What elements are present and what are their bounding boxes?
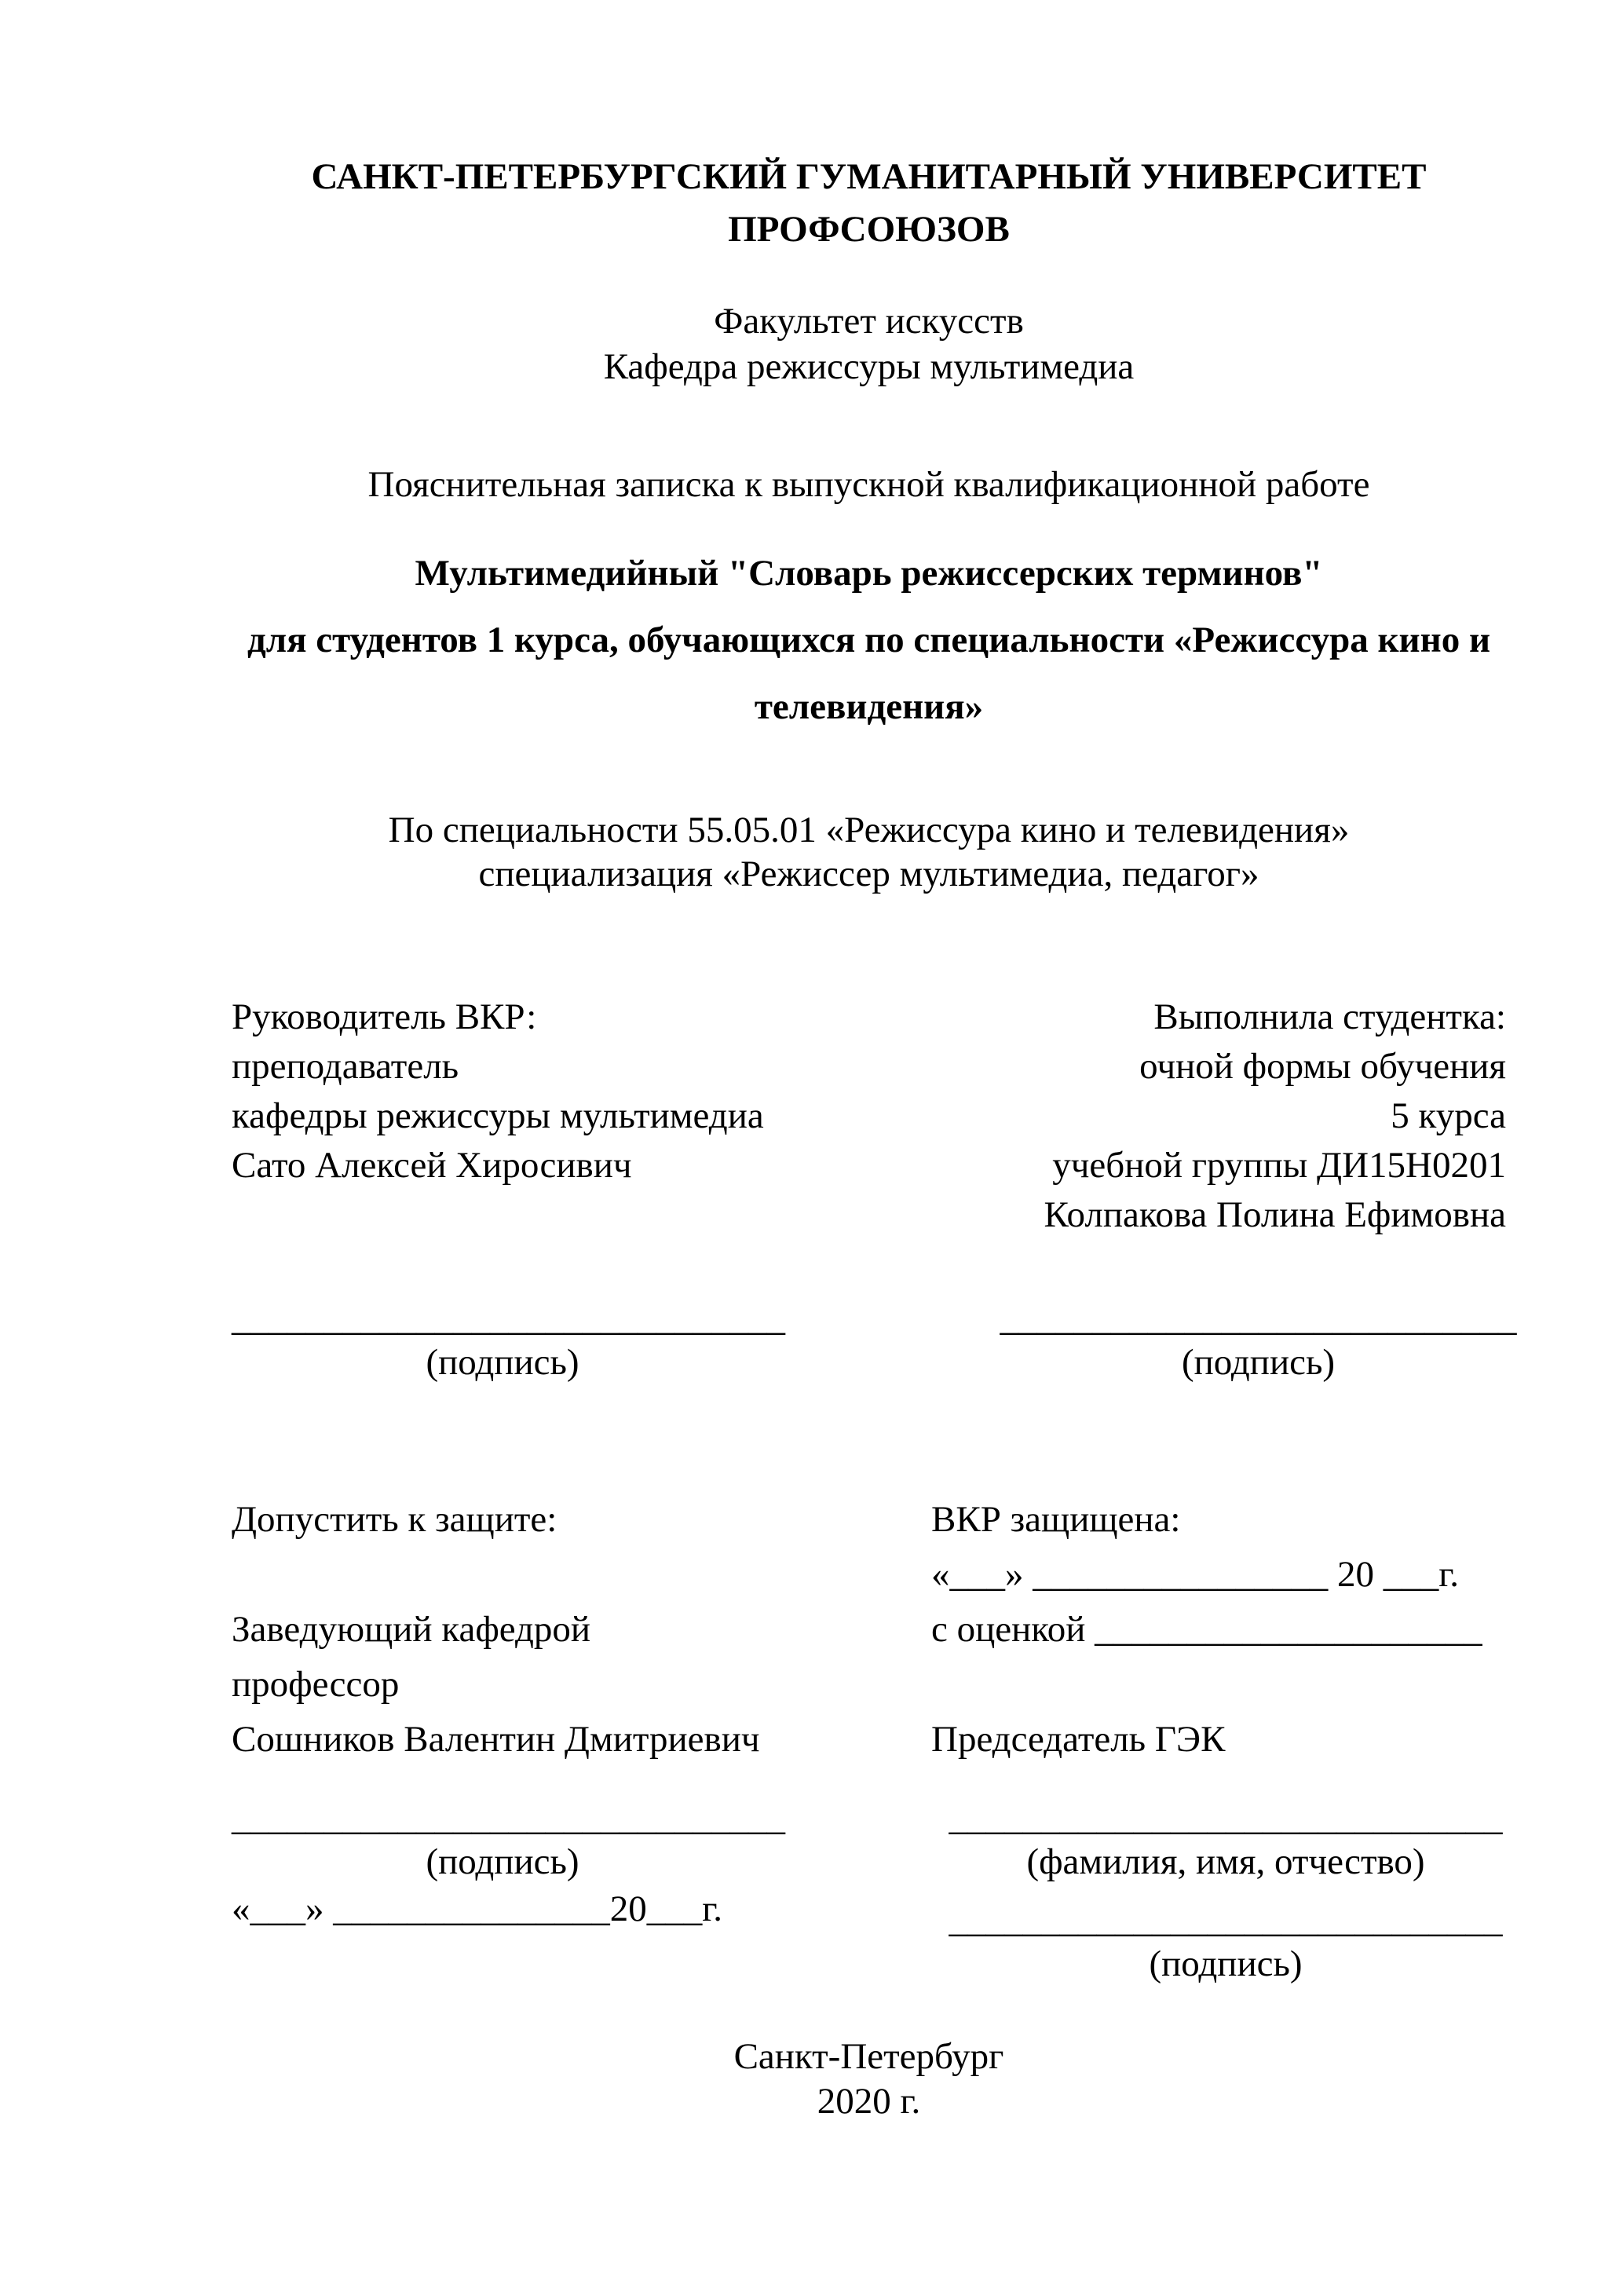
explanatory-note-subtitle: Пояснительная записка к выпускной квалификационной работе xyxy=(367,464,1370,505)
thesis-title-line3: телевидения» xyxy=(754,686,984,727)
supervisor-signature-line: ______________________________ xyxy=(232,1298,785,1339)
department-name: Кафедра режиссуры мультимедиа xyxy=(603,346,1135,387)
faculty-name: Факультет искусств xyxy=(714,301,1024,342)
student-course: 5 курса xyxy=(1391,1095,1506,1136)
thesis-title-line1: Мультимедийный "Словарь режиссерских терминов" xyxy=(415,553,1323,594)
admission-heading: Допустить к защите: xyxy=(232,1499,557,1540)
supervisor-signature-caption: (подпись) xyxy=(426,1342,579,1383)
student-group: учебной группы ДИ15Н0201 xyxy=(1052,1145,1506,1186)
footer-year: 2020 г. xyxy=(817,2081,921,2122)
admission-date-blank: «___» _______________20___г. xyxy=(232,1888,722,1929)
chair-signature-line: ______________________________ xyxy=(949,1899,1503,1940)
professor-title: профессор xyxy=(232,1664,400,1705)
chair-name-caption: (фамилия, имя, отчество) xyxy=(1026,1841,1425,1882)
university-name-line2: ПРОФСОЮЗОВ xyxy=(728,209,1010,250)
defense-date-blank: «___» ________________ 20 ___г. xyxy=(931,1554,1459,1595)
student-signature-caption: (подпись) xyxy=(1181,1342,1336,1383)
footer-city: Санкт-Петербург xyxy=(733,2036,1004,2077)
defense-grade-blank: с оценкой _____________________ xyxy=(931,1609,1482,1650)
head-signature-caption: (подпись) xyxy=(426,1841,579,1882)
head-of-department-title: Заведующий кафедрой xyxy=(232,1609,591,1650)
supervisor-department: кафедры режиссуры мультимедиа xyxy=(232,1095,764,1136)
supervisor-name: Сато Алексей Хиросивич xyxy=(232,1145,632,1186)
student-heading: Выполнила студентка: xyxy=(1153,996,1506,1037)
supervisor-position: преподаватель xyxy=(232,1046,459,1087)
chair-name-line: ______________________________ xyxy=(949,1797,1503,1838)
student-study-form: очной формы обучения xyxy=(1139,1046,1506,1087)
university-name-line1: САНКТ-ПЕТЕРБУРГСКИЙ ГУМАНИТАРНЫЙ УНИВЕРСИТЕТ xyxy=(311,156,1427,197)
student-signature-line: ____________________________ xyxy=(1000,1298,1517,1339)
specialty-line2: специализация «Режиссер мультимедиа, педагог» xyxy=(478,854,1259,894)
chair-signature-caption: (подпись) xyxy=(1149,1943,1303,1984)
defense-heading: ВКР защищена: xyxy=(931,1499,1181,1540)
thesis-title-line2: для студентов 1 курса, обучающихся по специальности «Режиссура кино и xyxy=(247,620,1491,660)
student-name: Колпакова Полина Ефимовна xyxy=(1044,1194,1506,1235)
supervisor-heading: Руководитель ВКР: xyxy=(232,996,537,1037)
head-of-department-name: Сошников Валентин Дмитриевич xyxy=(232,1719,760,1760)
gek-chair-title: Председатель ГЭК xyxy=(931,1719,1226,1760)
head-signature-line: ______________________________ xyxy=(232,1797,785,1838)
specialty-line1: По специальности 55.05.01 «Режиссура кино и телевидения» xyxy=(388,810,1350,850)
